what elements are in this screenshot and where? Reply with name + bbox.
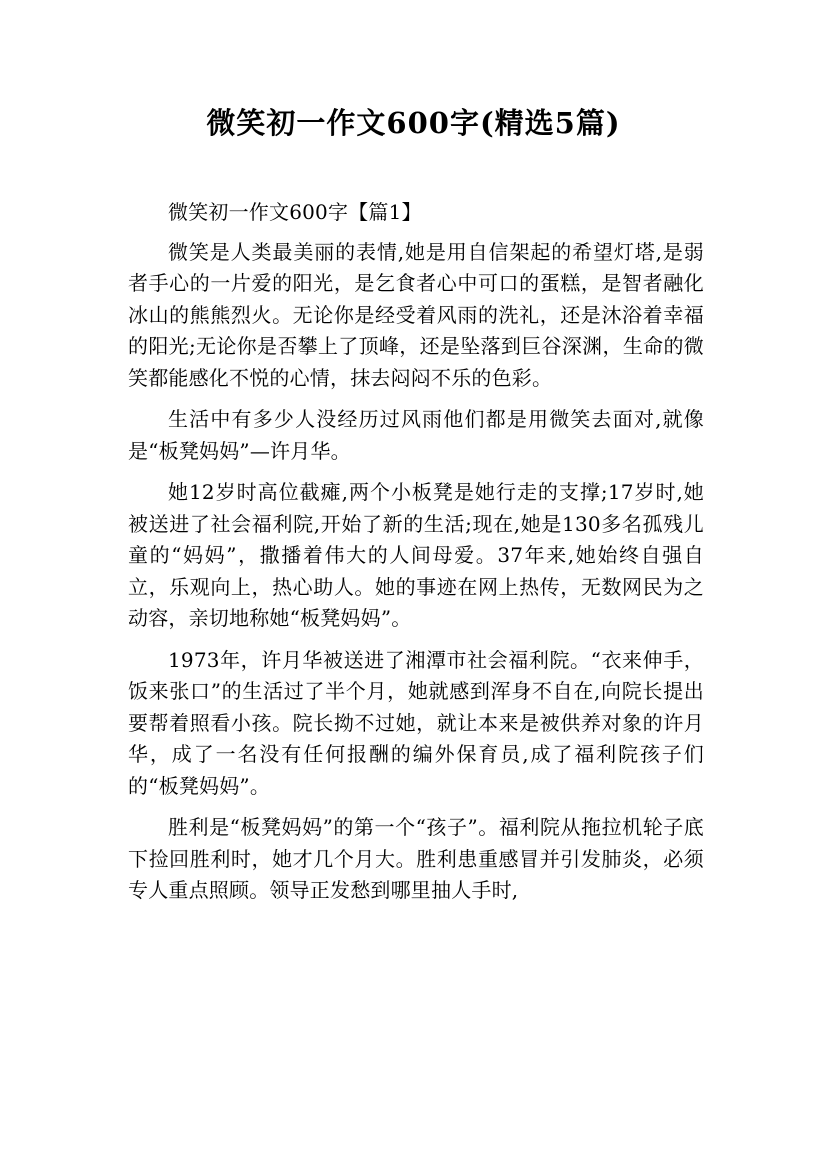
section-heading: 微笑初一作文600字【篇1】 bbox=[168, 200, 422, 224]
paragraph-2: 生活中有多少人没经历过风雨他们都是用微笑去面对,就像是“板凳妈妈”—许月华。 bbox=[128, 407, 704, 463]
document-title: 微笑初一作文600字(精选5篇) bbox=[206, 106, 621, 140]
document-body bbox=[128, 197, 704, 917]
paragraph-1: 微笑是人类最美丽的表情,她是用自信架起的希望灯塔,是弱者手心的一片爱的阳光，是乞食者心中可口的蛋糕，是智者融化冰山的熊熊烈火。无论你是经受着风雨的洗礼，还是沐浴着幸福的阳光;无论你是否攀上了顶峰，还是坠落到巨谷深渊，生命的微笑都能感化不悦的心情，抹去闷闷不乐的色彩。 bbox=[128, 239, 704, 390]
paragraph-3: 她12岁时高位截瘫,两个小板凳是她行走的支撑;17岁时,她被送进了社会福利院,开始了新的生活;现在,她是130多名孤残儿童的“妈妈”，撒播着伟大的人间母爱。37年来,她始终自强自立，乐观向上，热心助人。她的事迹在网上热传，无数网民为之动容，亲切地称她“板凳妈妈”。 bbox=[128, 480, 704, 630]
paragraph-4: 1973年，许月华被送进了湘潭市社会福利院。“衣来伸手，饭来张口”的生活过了半个月，她就感到浑身不自在,向院长提出要帮着照看小孩。院长拗不过她，就让本来是被供养对象的许月华，成了一名没有任何报酬的编外保育员,成了福利院孩子们的“板凳妈妈”。 bbox=[128, 647, 704, 798]
paragraph-5: 胜利是“板凳妈妈”的第一个“孩子”。福利院从拖拉机轮子底下捡回胜利时，她才几个月大。胜利患重感冒并引发肺炎，必须专人重点照顾。领导正发愁到哪里抽人手时, bbox=[128, 815, 704, 902]
